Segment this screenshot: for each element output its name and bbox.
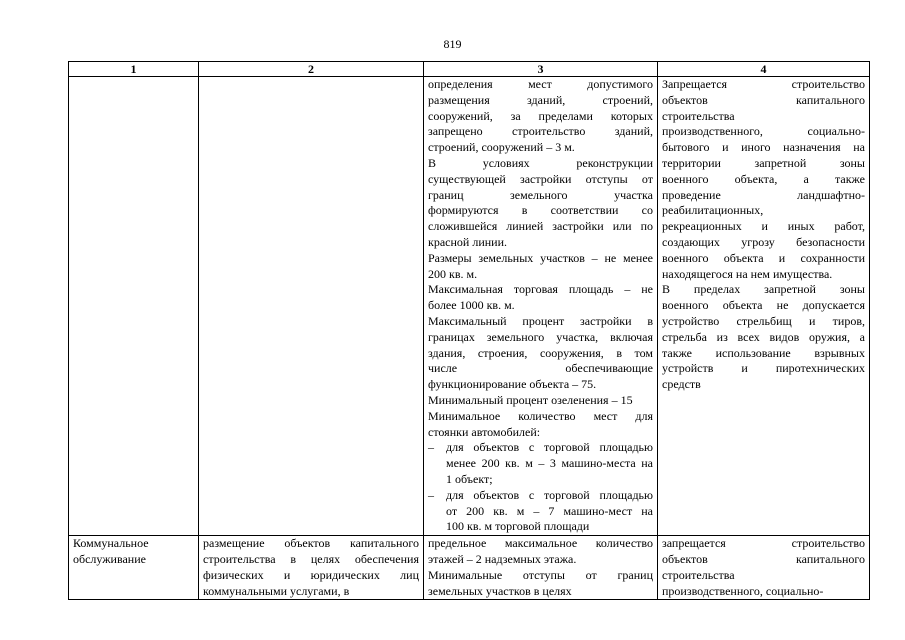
row1-col3-cell [424,77,658,536]
dash-marker: – [428,487,434,502]
text-line: реабилитационных, [662,203,764,218]
text-line: Максимальная торговая площадь – не [428,282,653,297]
list-item-text [446,488,653,535]
text-line: определения мест допустимого [428,77,653,91]
text-line: запрещается строительство [662,536,865,551]
text-line: территории запретной зоны [662,155,865,170]
plot-size-paragraph [428,251,653,283]
text-line: числе обеспечивающие [428,361,653,376]
header-row [69,62,870,77]
text-line: 100 кв. м торговой площади [446,519,590,534]
text-line: формируются в соответствии со [428,203,653,218]
text-line: проведение ландшафтно- [662,187,865,202]
construction-ban-paragraph [662,77,865,282]
firing-ban-paragraph [662,282,865,393]
restriction-paragraph [662,536,865,599]
building-coverage-paragraph [428,314,653,393]
text-line: для объектов с торговой площадью [446,487,653,502]
header-col-4: 4 [658,62,870,77]
list-item [428,488,653,535]
table-row [69,77,870,536]
text-line: обслуживание [73,551,146,566]
setbacks-paragraph [428,568,653,600]
text-line: предельное максимальное количество [428,536,653,551]
text-line: этажей – 2 надземных этажа. [428,551,577,566]
text-line: военного объекта и сохранности [662,250,865,265]
text-line: границ земельного участка [428,187,653,202]
row1-col2-cell [199,77,424,536]
text-line: физических и юридических лиц [203,567,419,582]
row2-col4-cell [658,536,870,600]
floors-paragraph [428,536,653,568]
list-item [428,440,653,487]
text-line: стоянки автомобилей: [428,424,541,439]
row2-col1-cell [69,536,199,600]
text-line: устройство стрельбищ и тиров, [662,313,865,328]
text-line: строений, сооружений – 3 м. [428,140,575,155]
text-line: Минимальные отступы от границ [428,567,653,582]
setback-paragraph [428,77,653,156]
text-line: существующей застройки отступы от [428,171,653,186]
trade-area-paragraph [428,282,653,314]
header-col-3: 3 [424,62,658,77]
row1-col1-cell [69,77,199,536]
text-line: Размеры земельных участков – не менее [428,250,653,265]
text-line: 200 кв. м. [428,266,478,281]
text-line: размещение объектов капитального [203,536,419,551]
dash-marker: – [428,440,434,455]
text-line: менее 200 кв. м – 3 машино-места на [446,456,653,471]
regulations-table [68,61,870,600]
text-line: военного объекта, а также [662,171,865,186]
text-line: Коммунальное [73,536,149,551]
text-line: Минимальное количество мест для [428,408,653,423]
text-line: военного объекта не допускается [662,298,865,313]
use-type-description [203,536,419,599]
text-line: Запрещается строительство [662,77,865,91]
text-line: для объектов с торговой площадью [446,440,653,455]
text-line: красной линии. [428,234,508,249]
text-line: функционирование объекта – 75. [428,377,597,392]
text-line: сложившейся линией застройки или по [428,219,653,234]
text-line: строительства [662,108,735,123]
text-line: средств [662,377,701,392]
table-row [69,536,870,600]
header-col-2: 2 [199,62,424,77]
text-line: запрещено строительство зданий, [428,124,653,139]
row1-col4-cell [658,77,870,536]
header-col-1: 1 [69,62,199,77]
text-line: сооружений, за пределами которых [428,108,653,123]
row2-col3-cell [424,536,658,600]
text-line: более 1000 кв. м. [428,298,515,313]
text-line: находящегося на нем имущества. [662,266,833,281]
text-line: бытового и иного назначения на [662,140,865,155]
text-line: коммунальными услугами, в [203,583,350,598]
text-line: объектов капитального [662,92,865,107]
text-line: В пределах запретной зоны [662,282,865,297]
text-line: земельных участков в целях [428,583,572,598]
text-line: здания, строения, сооружения, в том [428,345,653,360]
row2-col2-cell [199,536,424,600]
text-line: производственного, социально- [662,124,865,139]
text-line: Максимальный процент застройки в [428,313,653,328]
reconstruction-paragraph [428,156,653,251]
text-line: также использование взрывных [662,345,865,360]
list-item-text [446,440,653,487]
parking-list [428,440,653,535]
page-number: 819 [443,37,462,51]
text-line: стрельба из всех видов оружия, а [662,329,865,344]
text-line: от 200 кв. м – 7 машино-мест на [446,503,653,518]
text-line: создающих угрозу безопасности [662,234,865,249]
parking-paragraph [428,409,653,441]
text-line: строительства в целях обеспечения [203,551,419,566]
text-line: устройств и пиротехнических [662,361,865,376]
text-line: В условиях реконструкции [428,155,653,170]
text-line: строительства [662,567,735,582]
text-line: производственного, социально- [662,583,824,598]
greening-paragraph: Минимальный процент озеленения – 15 [428,392,633,407]
text-line: 1 объект; [446,471,493,486]
use-type-name [73,536,194,568]
text-line: границах земельного участка, включая [428,329,653,344]
text-line: объектов капитального [662,551,865,566]
text-line: рекреационных и иных работ, [662,219,865,234]
text-line: размещения зданий, строений, [428,92,653,107]
